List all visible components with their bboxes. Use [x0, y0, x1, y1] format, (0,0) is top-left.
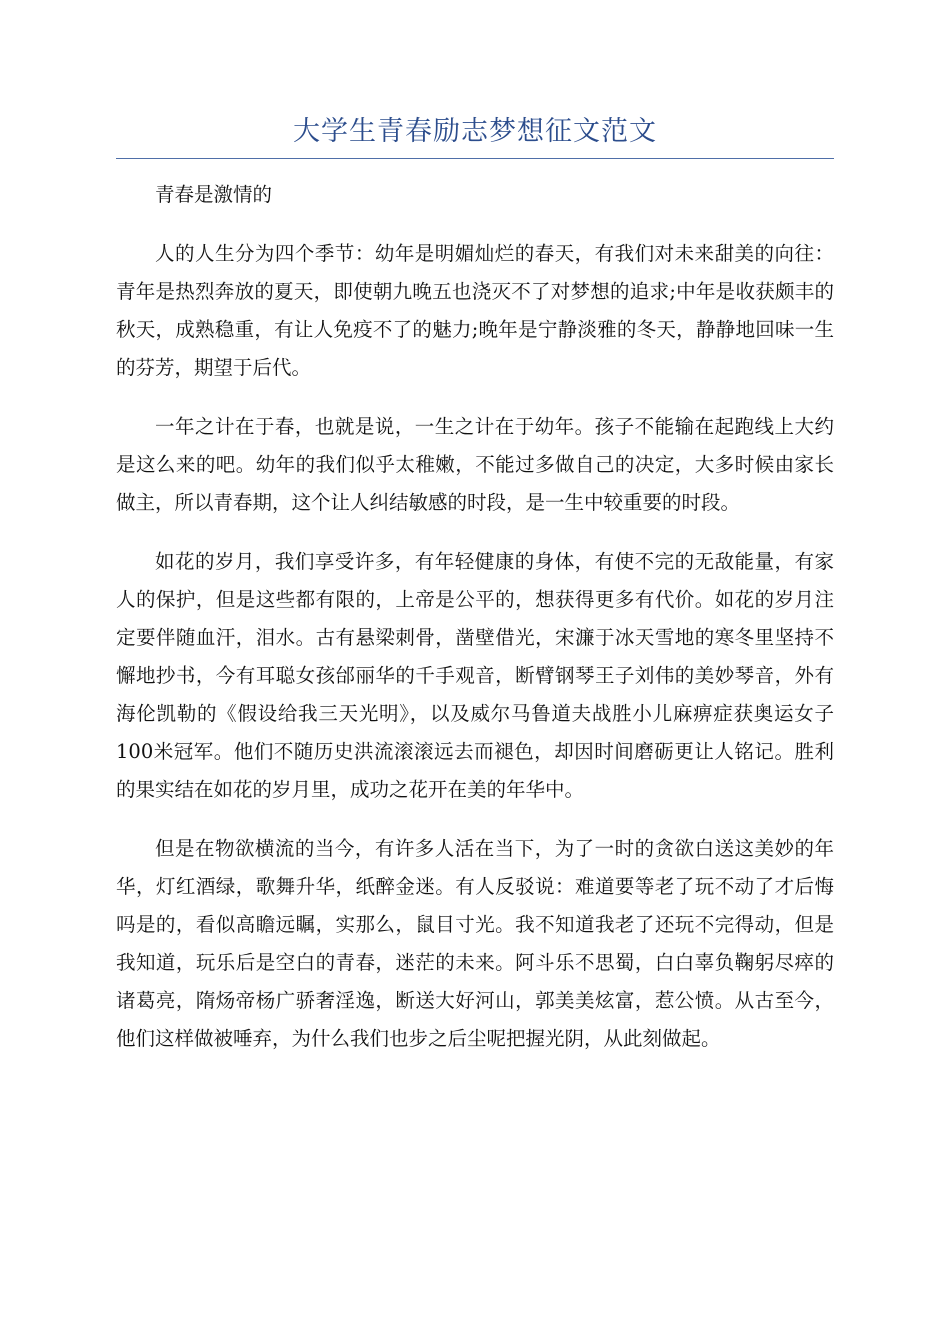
title-block — [116, 112, 834, 159]
paragraph-heading: 青春是激情的 — [155, 183, 273, 206]
paragraph: 人的人生分为四个季节：幼年是明媚灿烂的春天，有我们对未来甜美的向往：青年是热烈奔放的夏天，即使朝九晚五也浇灭不了对梦想的追求;中年是收获颇丰的秋天，成熟稳重，有让人免疫不了的魅力;晚年是宁静淡雅的冬天，静静地回味一生的芬芳，期望于后代。 — [116, 242, 834, 379]
paragraph: 但是在物欲横流的当今，有许多人活在当下，为了一时的贪欲白送这美妙的年华，灯红酒绿，歌舞升华，纸醉金迷。有人反驳说：难道要等老了玩不动了才后悔吗是的，看似高瞻远瞩，实那么，鼠目寸光。我不知道我老了还玩不完得动，但是我知道，玩乐后是空白的青春，迷茫的未来。阿斗乐不思蜀，白白辜负鞠躬尽瘁的诸葛亮，隋炀帝杨广骄奢淫逸，断送大好河山，郭美美炫富，惹公愤。从古至今，他们这样做被唾弃，为什么我们也步之后尘呢把握光阴，从此刻做起。 — [116, 837, 834, 1050]
page-title: 大学生青春励志梦想征文范文 — [293, 116, 657, 147]
paragraph: 一年之计在于春，也就是说，一生之计在于幼年。孩子不能输在起跑线上大约是这么来的吧。幼年的我们似乎太稚嫩，不能过多做自己的决定，大多时候由家长做主，所以青春期，这个让人纠结敏感的时段，是一生中较重要的时段。 — [116, 415, 834, 514]
paragraph: 如花的岁月，我们享受许多，有年轻健康的身体，有使不完的无敌能量，有家人的保护，但是这些都有限的，上帝是公平的，想获得更多有代价。如花的岁月注定要伴随血汗，泪水。古有悬梁刺骨，凿壁借光，宋濂于冰天雪地的寒冬里坚持不懈地抄书，今有耳聪女孩邰丽华的千手观音，断臂钢琴王子刘伟的美妙琴音，外有海伦凯勒的《假设给我三天光明》，以及威尔马鲁道夫战胜小儿麻痹症获奥运女子100米冠军。他们不随历史洪流滚滚远去而褪色，却因时间磨砺更让人铭记。胜利的果实结在如花的岁月里，成功之花开在美的年华中。 — [116, 550, 834, 801]
document-body — [116, 176, 834, 1079]
